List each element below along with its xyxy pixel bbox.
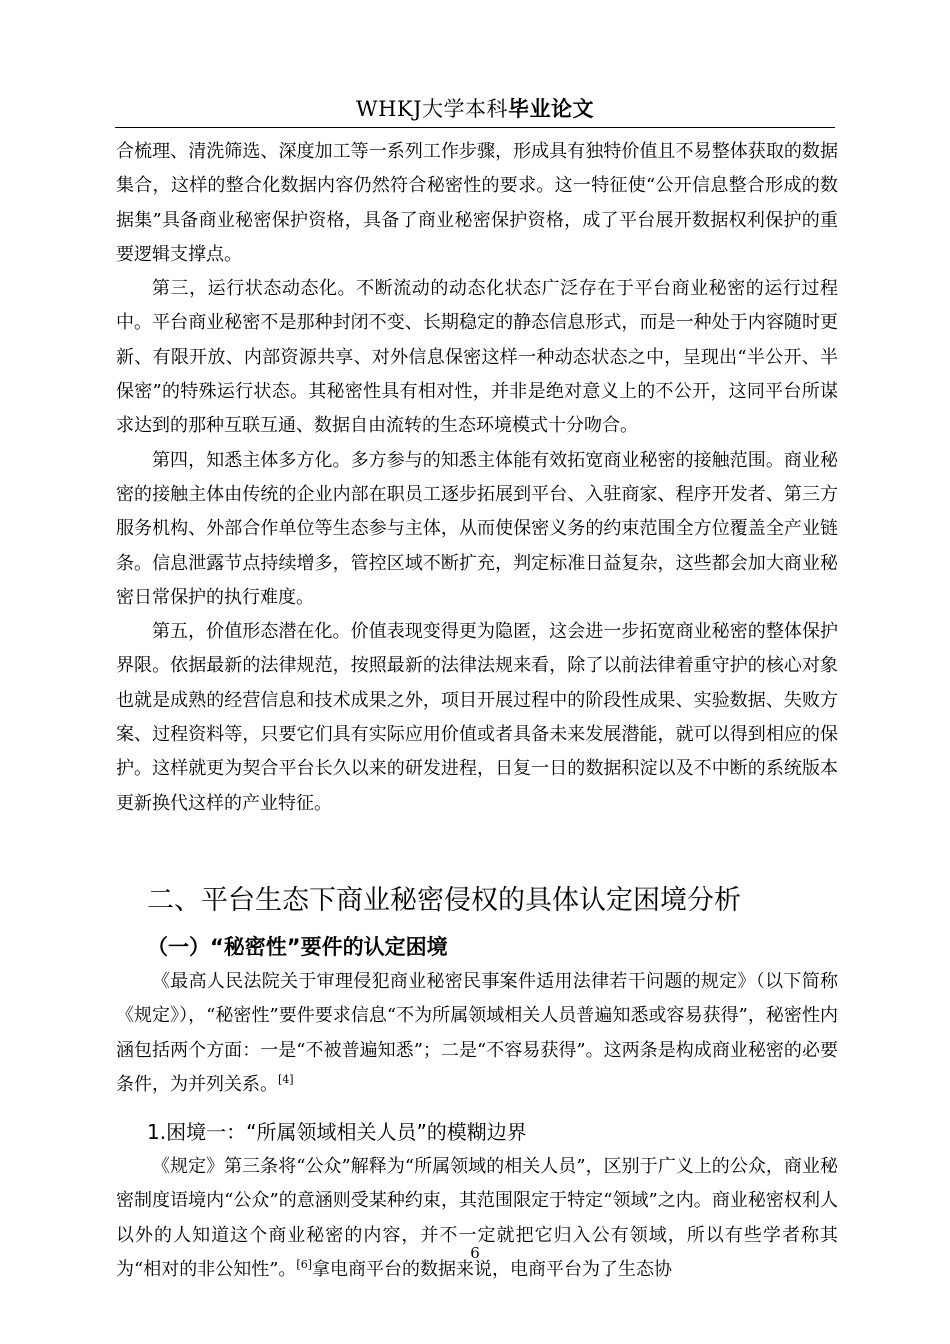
- paragraph-secrecy-definition: [116, 965, 838, 1102]
- paragraph-public-definition: [116, 1150, 838, 1287]
- running-header: [0, 96, 950, 122]
- subsubsection-heading: 1.困境一：“所属领域相关人员”的模糊边界: [147, 1120, 527, 1145]
- section-heading: 二、平台生态下商业秘密侵权的具体认定困境分析: [147, 884, 741, 916]
- citation-4: [4]: [278, 1072, 294, 1086]
- paragraph-public-text-a: 《规定》第三条将“公众”解释为“所属领域的相关人员”，区别于广义上的公众，商业秘密制度语境内“公众”的意涵则受某种约束，其范围限定于特定“领域”之内。商业秘密权利人以外的人知道这个商业秘密的内容，并不一定就把它归入公有领域，所以有些学者称其为“相对的非公知性”。: [116, 1156, 838, 1281]
- paragraph-public-text-b: 拿电商平台的数据来说，电商平台为了生态协: [312, 1259, 672, 1281]
- header-doc-type: 毕业论文: [508, 97, 594, 121]
- paragraph-continued: 合梳理、清洗筛选、深度加工等一系列工作步骤，形成具有独特价值且不易整体获取的数据集合，这样的整合化数据内容仍然符合秘密性的要求。这一特征使“公开信息整合形成的数据集”具备商业秘密保护资格，具备了商业秘密保护资格，成了平台展开数据权利保护的重要逻辑支撑点。: [116, 141, 838, 265]
- paragraph-third-point: 第三，运行状态动态化。不断流动的动态化状态广泛存在于平台商业秘密的运行过程中。平台商业秘密不是那种封闭不变、长期稳定的静态信息形式，而是一种处于内容随时更新、有限开放、内部资源共享、对外信息保密这样一种动态状态之中，呈现出“半公开、半保密”的特殊运行状态。其秘密性具有相对性，并非是绝对意义上的不公开，这同平台所谋求达到的那种互联互通、数据自由流转的生态环境模式十分吻合。: [116, 278, 838, 437]
- page-number: 6: [470, 1244, 480, 1262]
- heading-spacer: [116, 921, 838, 929]
- subsection-heading: （一）“秘密性”要件的认定困境: [147, 934, 448, 959]
- paragraph-fifth-point: 第五，价值形态潜在化。价值表现变得更为隐匿，这会进一步拓宽商业秘密的整体保护界限。依据最新的法律规范，按照最新的法律法规来看，除了以前法律着重守护的核心对象也就是成熟的经营信息和技术成果之外，项目开展过程中的阶段性成果、实验数据、失败方案、过程资料等，只要它们具有实际应用价值或者具备未来发展潜能，就可以得到相应的保护。这样就更为契合平台长久以来的研发进程，日复一日的数据积淀以及不中断的系统版本更新换代这样的产业特征。: [116, 621, 838, 814]
- header-rule: [115, 127, 835, 128]
- section-spacer: [116, 821, 838, 881]
- citation-6: [6]: [296, 1258, 312, 1272]
- paragraph-secrecy-text: 《最高人民法院关于审理侵犯商业秘密民事案件适用法律若干问题的规定》（以下简称《规定》），“秘密性”要件要求信息“不为所属领域相关人员普遍知悉或容易获得”，秘密性内涵包括两个方面：一是“不被普遍知悉”；二是“不容易获得”。这两条是构成商业秘密的必要条件，为并列关系。: [116, 970, 838, 1095]
- header-school: WHKJ大学本科: [355, 97, 508, 121]
- body-text: [116, 135, 838, 1287]
- paragraph-fourth-point: 第四，知悉主体多方化。多方参与的知悉主体能有效拓宽商业秘密的接触范围。商业秘密的接触主体由传统的企业内部在职员工逐步拓展到平台、入驻商家、程序开发者、第三方服务机构、外部合作单位等生态参与主体，从而使保密义务的约束范围全方位覆盖全产业链条。信息泄露节点持续增多，管控区域不断扩充，判定标准日益复杂，这些都会加大商业秘密日常保护的执行难度。: [116, 449, 838, 608]
- subsub-spacer: [116, 1102, 838, 1114]
